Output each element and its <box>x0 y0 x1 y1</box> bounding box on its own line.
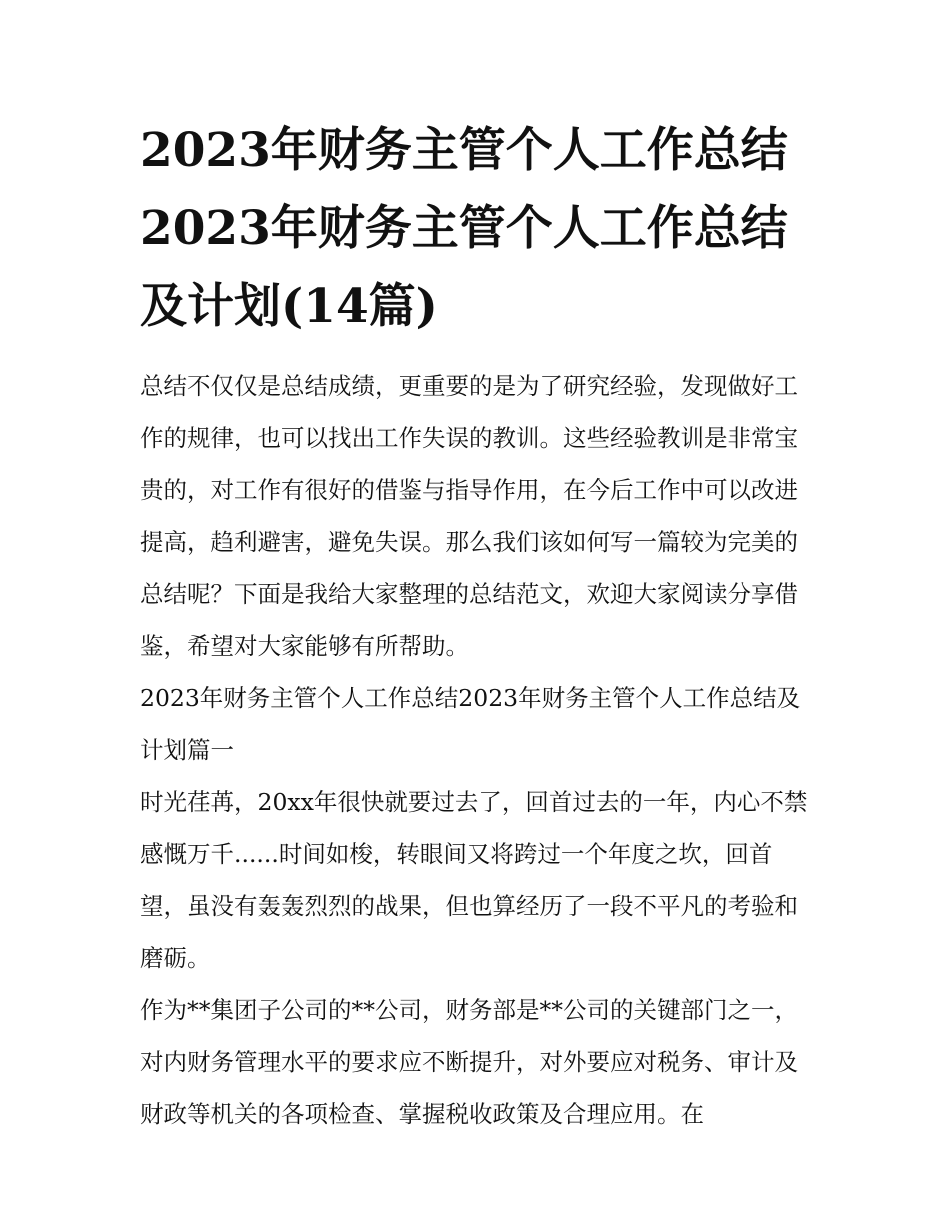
intro-paragraph: 总结不仅仅是总结成绩，更重要的是为了研究经验，发现做好工作的规律，也可以找出工作失误的教训。这些经验教训是非常宝贵的，对工作有很好的借鉴与指导作用，在今后工作中可以改进提高，趋利避害，避免失误。那么我们该如何写一篇较为完美的总结呢？下面是我给大家整理的总结范文，欢迎大家阅读分享借鉴，希望对大家能够有所帮助。 <box>140 372 798 660</box>
document-content <box>140 112 815 1140</box>
body-paragraph-1: 时光荏苒，20xx年很快就要过去了，回首过去的一年，内心不禁感慨万千......时间如梭，转眼间又将跨过一个年度之坎，回首望，虽没有轰轰烈烈的战果，但也算经历了一段不平凡的考验和磨砺。 <box>140 788 808 972</box>
document-title: 2023年财务主管个人工作总结2023年财务主管个人工作总结及计划(14篇) <box>140 123 788 334</box>
section-heading: 2023年财务主管个人工作总结2023年财务主管个人工作总结及计划篇一 <box>140 684 801 764</box>
body-paragraph-2: 作为**集团子公司的**公司，财务部是**公司的关键部门之一，对内财务管理水平的要求应不断提升，对外要应对税务、审计及财政等机关的各项检查、掌握税收政策及合理应用。在 <box>140 996 798 1128</box>
